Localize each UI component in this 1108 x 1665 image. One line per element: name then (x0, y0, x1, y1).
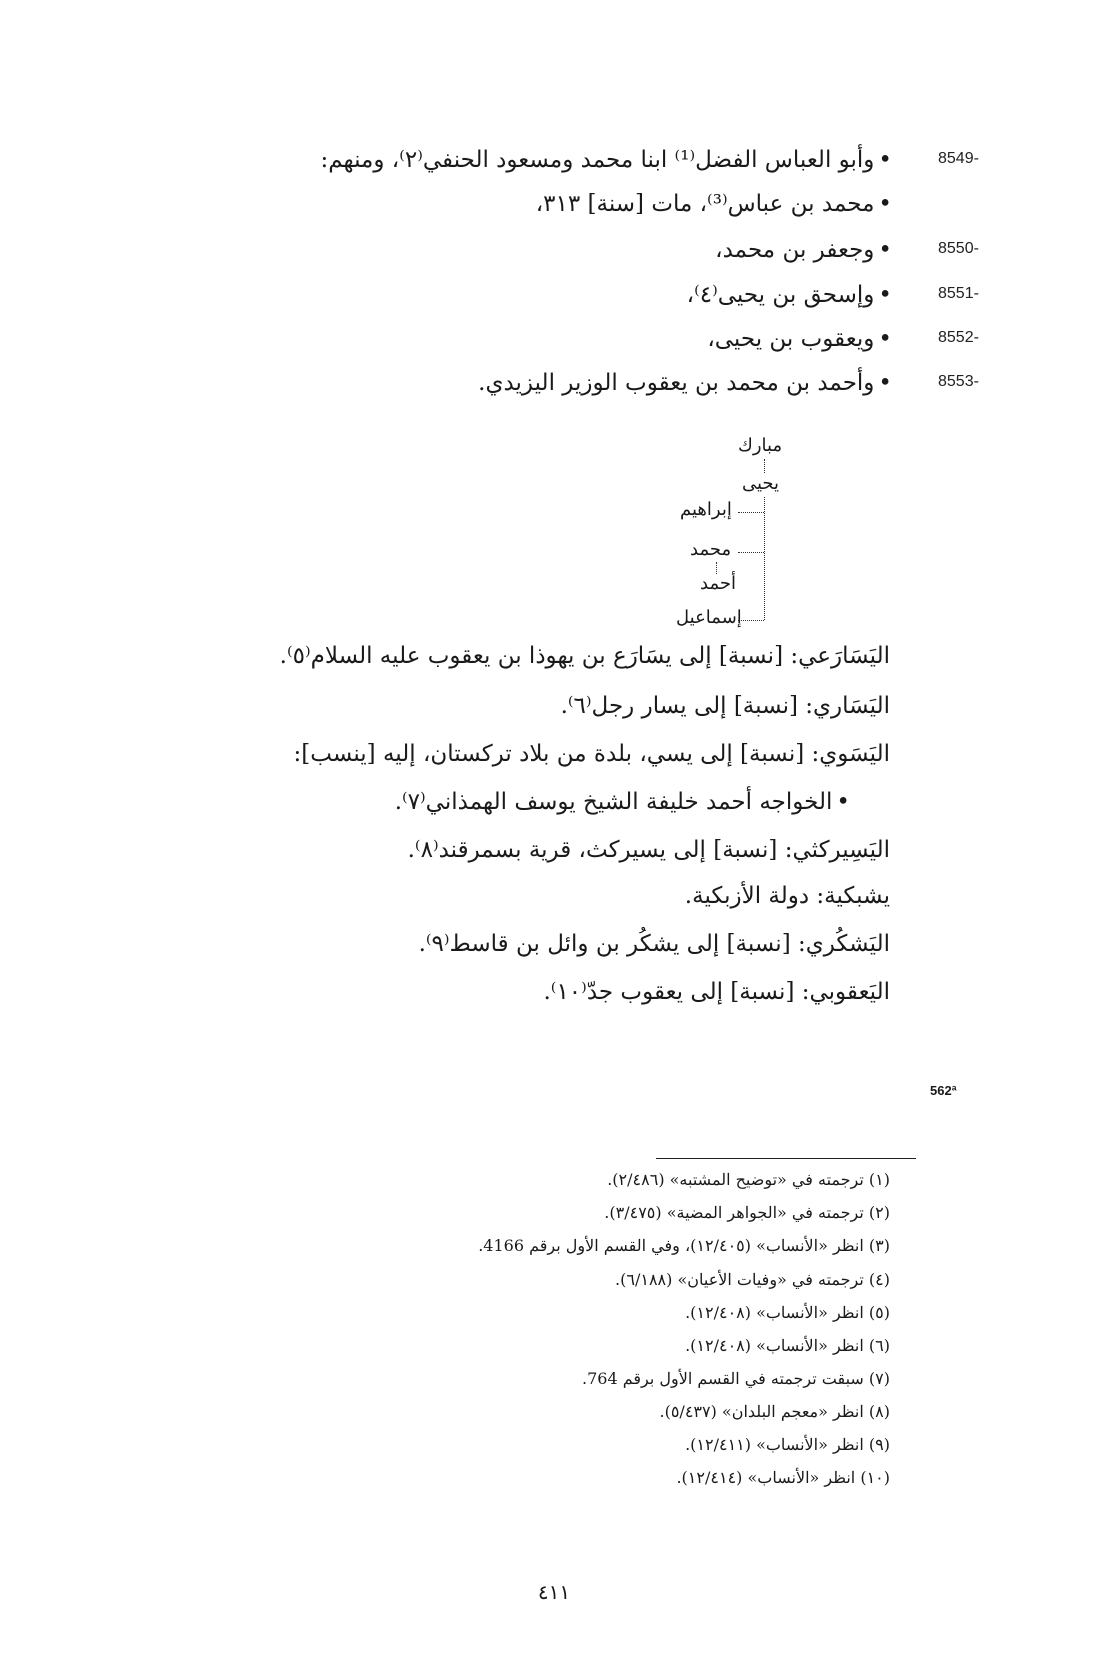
entry-8549 (0, 142, 1108, 182)
tree-node-grandchild: محمد (690, 539, 732, 560)
bullet: • (878, 147, 892, 173)
bullet: • (836, 789, 850, 815)
nisba-entry: اليَشكُري: [نسبة] إلى يشكُر بن وائل بن قاسط⁽٩⁾. (418, 931, 890, 957)
footnote: (١٠) انظر «الأنساب» (١٢/٤١٤). (676, 1468, 890, 1487)
nisba-entry: اليَسَوي: [نسبة] إلى يسي، بلدة من بلاد تركستان، إليه [ينسب]: (293, 741, 890, 767)
tree-connector (738, 552, 764, 553)
footnote: (٩) انظر «الأنساب» (١٢/٤١١). (685, 1435, 890, 1454)
family-tree (676, 435, 850, 670)
folio-marker: 562ª (930, 1083, 957, 1098)
bullet: • (878, 370, 892, 396)
entry-text: ويعقوب بن يحيى، (707, 326, 875, 352)
footnote: (٥) انظر «الأنساب» (١٢/٤٠٨). (685, 1303, 890, 1322)
entry-text: وأحمد بن محمد بن يعقوب الوزير اليزيدي. (478, 370, 875, 396)
entry-sub (0, 186, 1108, 226)
tree-node-great-grandchild: أحمد (700, 573, 736, 594)
footnote: (٧) سبقت ترجمته في القسم الأول برقم 764. (581, 1369, 890, 1388)
footnote: (٦) انظر «الأنساب» (١٢/٤٠٨). (685, 1336, 890, 1355)
bullet: • (878, 191, 892, 217)
bullet: • (878, 326, 892, 352)
tree-connector (764, 459, 765, 473)
footnote: (٣) انظر «الأنساب» (١٢/٤٠٥)، وفي القسم الأول برقم 4166. (478, 1236, 890, 1255)
footnote: (٨) انظر «معجم البلدان» (٥/٤٣٧). (659, 1402, 890, 1421)
nisba-entry: اليَسِيركثي: [نسبة] إلى يسيركث، قرية بسمرقند⁽٨⁾. (407, 837, 890, 863)
tree-connector (738, 512, 764, 513)
tree-node-child: يحيى (742, 473, 780, 494)
page-number: ٤١١ (537, 1580, 571, 1604)
footnote-separator (656, 1158, 916, 1159)
entry-text: وإسحق بن يحيى⁽٤⁾، (686, 282, 875, 308)
entry-8551 (0, 277, 1108, 317)
nisba-subentry: •الخواجه أحمد خليفة الشيخ يوسف الهمذاني⁽٧⁾. (394, 789, 850, 815)
entry-number: 8550- (938, 240, 979, 257)
nisba-entry: اليَعقوبي: [نسبة] إلى يعقوب جدّ⁽١٠⁾. (543, 979, 890, 1005)
entry-text: محمد بن عباس⁽³⁾، مات [سنة] ٣١٣، (535, 191, 875, 217)
bullet: • (878, 282, 892, 308)
nisba-entry: يشبكية: دولة الأزبكية. (684, 883, 890, 909)
entry-number: 8549- (938, 150, 979, 167)
tree-connector (738, 620, 764, 621)
nisba-entry: اليَسَارَعي: [نسبة] إلى يسَارَع بن يهوذا بن يعقوب عليه السلام⁽٥⁾. (279, 643, 890, 669)
footnote: (١) ترجمته في «توضيح المشتبه» (٢/٤٨٦). (607, 1170, 890, 1189)
bullet: • (878, 237, 892, 263)
entry-text: وجعفر بن محمد، (715, 237, 875, 263)
entry-text: وأبو العباس الفضل⁽¹⁾ ابنا محمد ومسعود الحنفي⁽٢⁾، ومنهم: (320, 147, 875, 173)
entry-number: 8553- (938, 373, 979, 390)
entry-8552 (0, 321, 1108, 361)
tree-node-root: مبارك (738, 435, 783, 456)
entry-8553 (0, 365, 1108, 405)
footnote: (٤) ترجمته في «وفيات الأعيان» (٦/١٨٨). (615, 1270, 890, 1289)
tree-connector (764, 497, 765, 620)
entry-number: 8551- (938, 285, 979, 302)
footnote: (٢) ترجمته في «الجواهر المضية» (٣/٤٧٥). (604, 1203, 890, 1222)
tree-node-grandchild: إبراهيم (680, 499, 732, 520)
entry-8550 (0, 232, 1108, 272)
nisba-entry: اليَسَاري: [نسبة] إلى يسار رجل⁽٦⁾. (560, 693, 890, 719)
tree-node-grandchild: إسماعيل (676, 607, 742, 628)
entry-number: 8552- (938, 329, 979, 346)
